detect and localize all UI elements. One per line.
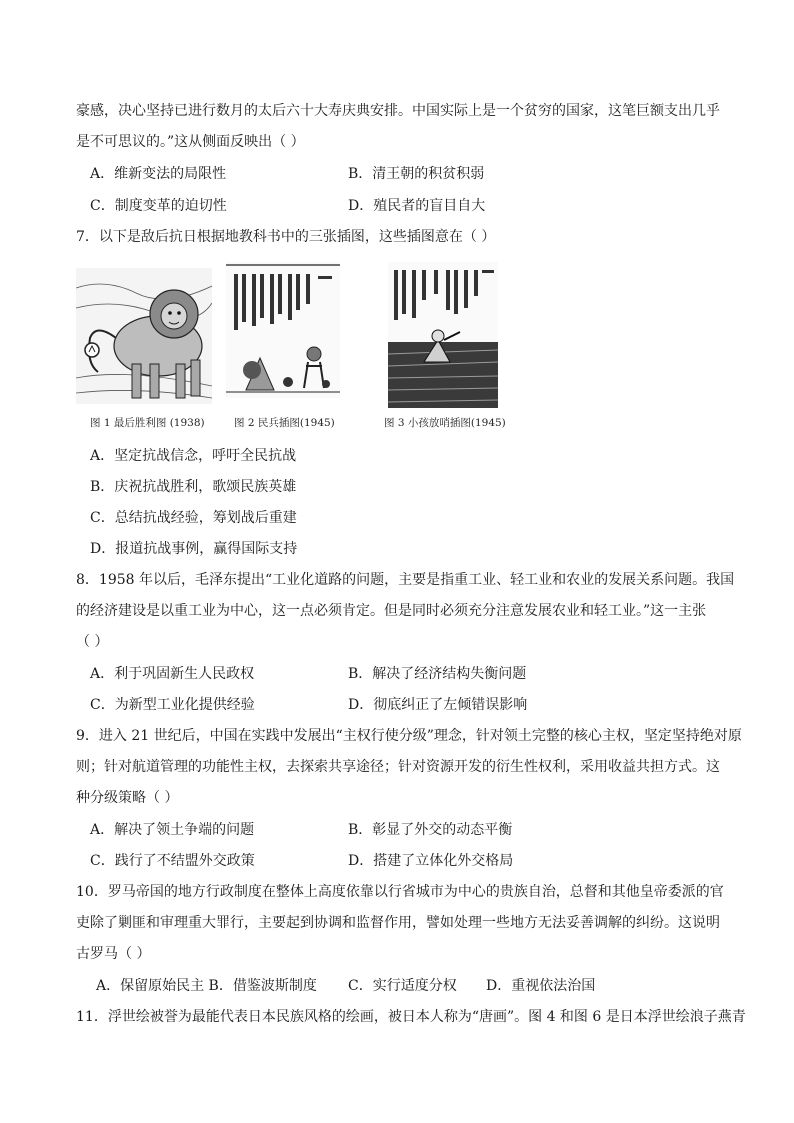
q8-option-c: C．为新型工业化提供经验 (90, 697, 255, 713)
q7-option-b: B．庆祝抗战胜利，歌颂民族英雄 (90, 479, 297, 495)
q6-text-line-2: 是不可思议的。”这从侧面反映出（ ） (76, 134, 305, 150)
q10-option-a-b: A．保留原始民主 B．借鉴波斯制度 (96, 978, 317, 994)
q6-option-a: A．维新变法的局限性 (90, 166, 227, 182)
q7-option-a: A．坚定抗战信念，呼吁全民抗战 (90, 448, 297, 464)
q9-option-b: B．彰显了外交的动态平衡 (348, 822, 513, 838)
q8-option-b: B．解决了经济结构失衡问题 (348, 666, 527, 682)
q6-option-d: D．殖民者的盲目自大 (348, 198, 486, 214)
q10-option-d: D．重视依法治国 (486, 978, 596, 994)
q8-text-line-2: 的经济建设是以重工业为中心，这一点必须肯定。但是同时必须充分注意发展农业和轻工业。”这一主张 (76, 603, 707, 619)
q11-text-line-1: 11．浮世绘被誉为最能代表日本民族风格的绘画，被日本人称为“唐画”。图 4 和图 6 是日本浮世绘浪子燕青 (76, 1009, 746, 1025)
q9-text-line-2: 则；针对航道管理的功能性主权，去探索共享途径；针对资源开发的衍生性权利，采用收益共担方式。这 (76, 759, 720, 775)
figure-3-caption: 图 3 小孩放哨插图(1945) (384, 417, 506, 429)
q9-option-a: A．解决了领土争端的问题 (90, 822, 255, 838)
q9-text-line-1: 9．进入 21 世纪后，中国在实践中发展出“主权行使分级”理念，针对领土完整的核心主权，坚定坚持绝对原 (76, 728, 742, 744)
q7-option-d: D．报道抗战事例，赢得国际支持 (90, 541, 298, 557)
q9-text-line-3: 种分级策略（ ） (76, 790, 179, 806)
figure-3-image (388, 262, 498, 408)
q8-text-line-3: （ ） (76, 634, 109, 650)
q10-text-line-1: 10．罗马帝国的地方行政制度在整体上高度依靠以行省城市为中心的贵族自治，总督和其他皇帝委派的官 (76, 884, 724, 900)
q8-text-line-1: 8．1958 年以后，毛泽东提出“工业化道路的问题，主要是指重工业、轻工业和农业的发展关系问题。我国 (76, 572, 735, 588)
q8-option-d: D．彻底纠正了左倾错误影响 (348, 697, 528, 713)
figure-2-image (226, 262, 340, 398)
q9-option-d: D．搭建了立体化外交格局 (348, 853, 514, 869)
q9-option-c: C．践行了不结盟外交政策 (90, 853, 255, 869)
q8-option-a: A．利于巩固新生人民政权 (90, 666, 255, 682)
q6-option-b: B．清王朝的积贫积弱 (348, 166, 485, 182)
q6-text-line-1: 豪感，决心坚持已进行数月的太后六十大寿庆典安排。中国实际上是一个贫穷的国家，这笔巨额支出几乎 (76, 103, 720, 119)
figure-1-caption: 图 1 最后胜利图 (1938) (90, 417, 205, 429)
q6-option-c: C．制度变革的迫切性 (90, 198, 227, 214)
figure-1-image (76, 268, 212, 404)
q10-option-c: C．实行适度分权 (348, 978, 457, 994)
q10-text-line-3: 古罗马（ ） (76, 946, 151, 962)
q7-option-c: C．总结抗战经验，筹划战后重建 (90, 510, 297, 526)
figure-2-caption: 图 2 民兵插图(1945) (234, 417, 335, 429)
q7-stem: 7．以下是敌后抗日根据地教科书中的三张插图，这些插图意在（ ） (76, 229, 496, 245)
q10-text-line-2: 吏除了剿匪和审理重大罪行，主要起到协调和监督作用，譬如处理一些地方无法妥善调解的纠纷。这说明 (76, 915, 720, 931)
